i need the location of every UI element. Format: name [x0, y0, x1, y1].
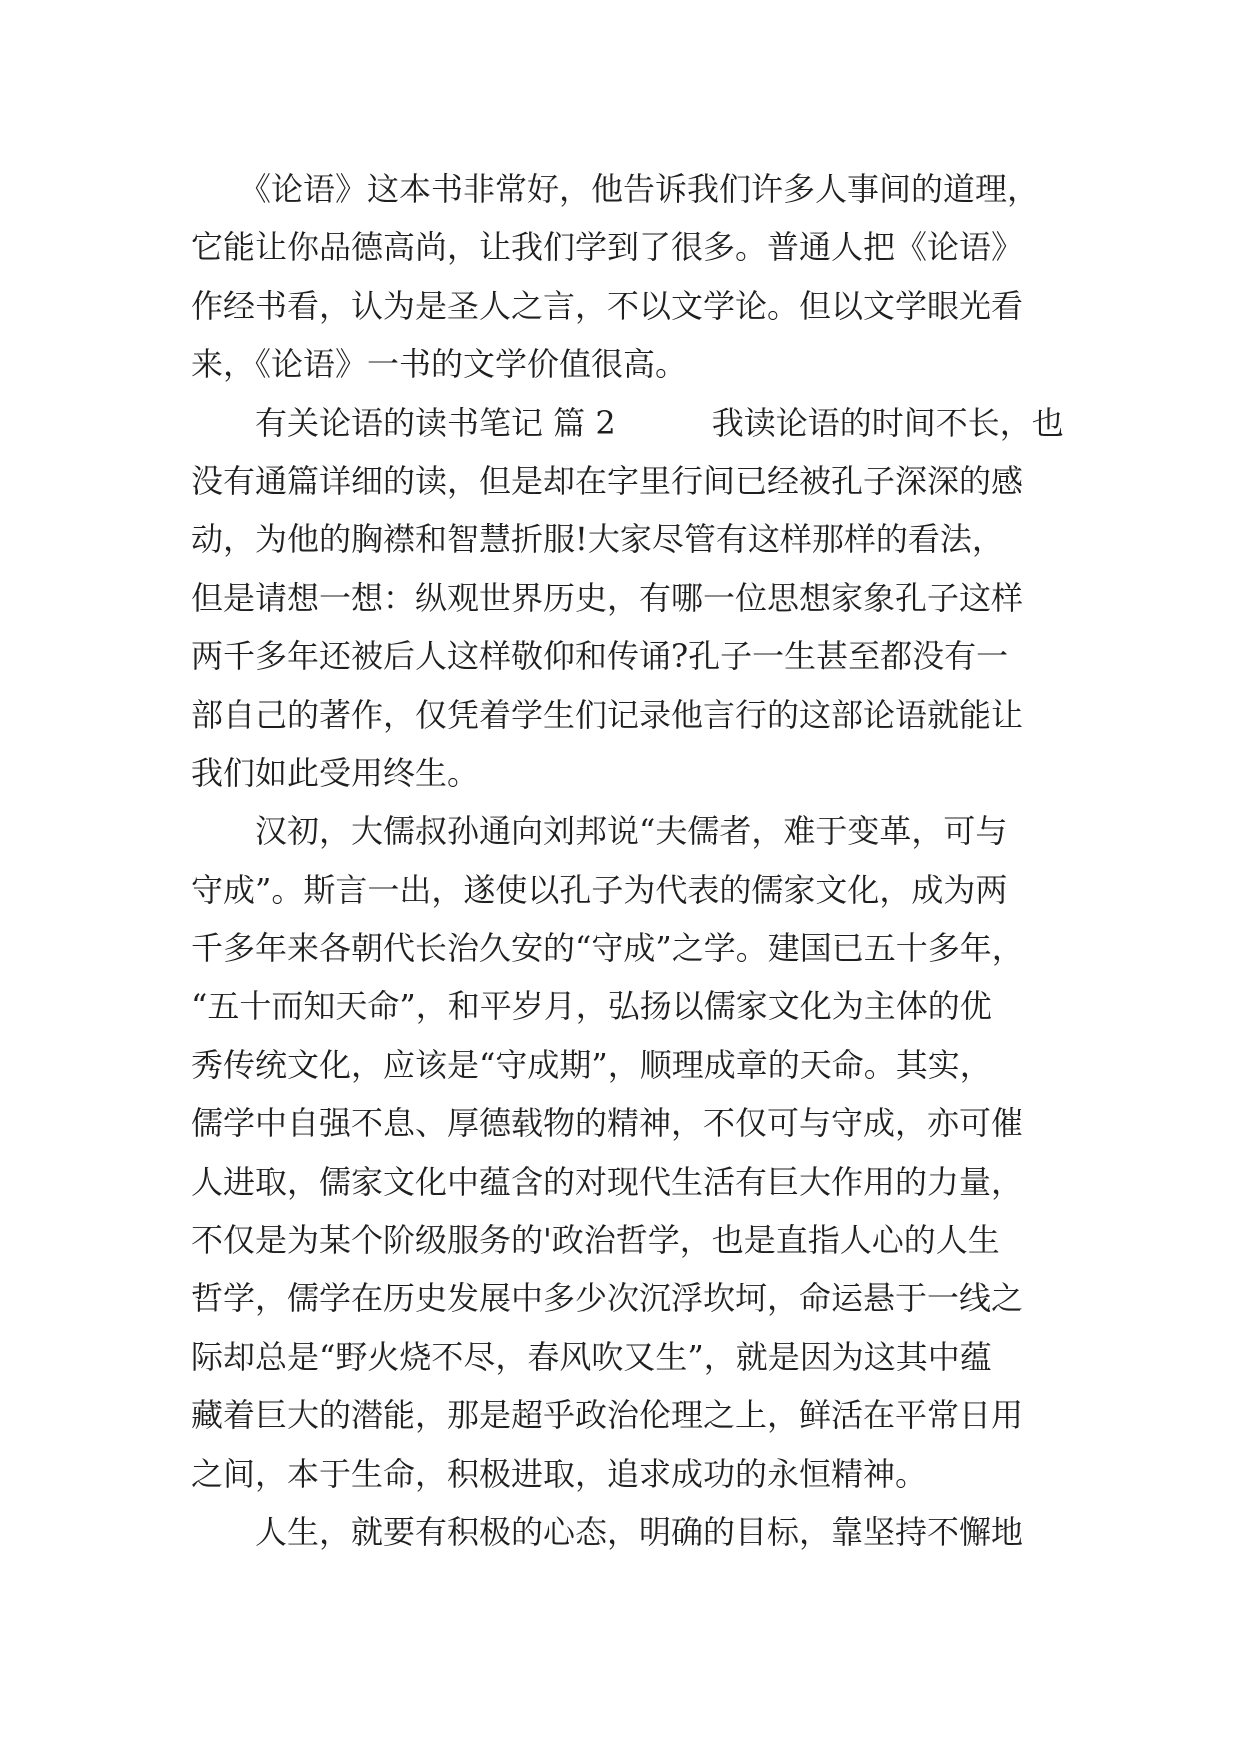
text-line: 动，为他的胸襟和智慧折服!大家尽管有这样那样的看法， — [191, 520, 1004, 559]
text-line: 守成”。斯言一出，遂使以孔子为代表的儒家文化，成为两 — [191, 870, 1008, 909]
text-line: 儒学中自强不息、厚德载物的精神，不仅可与守成，亦可催 — [191, 1104, 1024, 1143]
paragraph-4 — [191, 1503, 1071, 1561]
text-line: 之间，本于生命，积极进取，追求成功的永恒精神。 — [191, 1454, 928, 1493]
text-line: 《论语》这本书非常好，他告诉我们许多人事间的道理， — [191, 170, 1040, 208]
paragraph-3 — [191, 802, 1071, 1503]
text-line: 际却总是“野火烧不尽，春风吹又生”，就是因为这其中蕴 — [191, 1337, 992, 1376]
text-line: 哲学，儒学在历史发展中多少次沉浮坎坷，命运悬于一线之 — [191, 1279, 1024, 1318]
paragraph-1 — [191, 160, 1071, 394]
text-line: 两千多年还被后人这样敬仰和传诵?孔子一生甚至都没有一 — [191, 637, 1009, 676]
text-line: 人生，就要有积极的心态，明确的目标，靠坚持不懈地 — [191, 1512, 1024, 1551]
text-line: “五十而知天命”，和平岁月，弘扬以儒家文化为主体的优 — [191, 987, 992, 1026]
document-body — [191, 160, 1071, 1561]
text-line: 人进取，儒家文化中蕴含的对现代生活有巨大作用的力量， — [191, 1162, 1024, 1201]
text-line: 但是请想一想：纵观世界历史，有哪一位思想家象孔子这样 — [191, 578, 1024, 617]
text-line: 我们如此受用终生。 — [191, 753, 480, 792]
text-line: 不仅是为某个阶级服务的'政治哲学，也是直指人心的人生 — [191, 1221, 1000, 1260]
paragraph-2 — [191, 394, 1071, 803]
text-line: 千多年来各朝代长治久安的“守成”之学。建国已五十多年， — [191, 929, 1024, 968]
text-line: 汉初，大儒叔孙通向刘邦说“夫儒者，难于变革，可与 — [191, 812, 1008, 851]
text-line: 有关论语的读书笔记 篇 2 我读论语的时间不长，也 — [191, 403, 1064, 442]
text-line: 作经书看，认为是圣人之言，不以文学论。但以文学眼光看 — [191, 286, 1024, 325]
text-line: 没有通篇详细的读，但是却在字里行间已经被孔子深深的感 — [191, 461, 1024, 500]
text-line: 来，《论语》一书的文学价值很高。 — [191, 345, 688, 384]
text-line: 秀传统文化，应该是“守成期”，顺理成章的天命。其实， — [191, 1045, 992, 1084]
text-line: 部自己的著作，仅凭着学生们记录他言行的这部论语就能让 — [191, 695, 1024, 734]
text-line: 它能让你品德高尚，让我们学到了很多。普通人把《论语》 — [191, 228, 1024, 267]
text-line: 藏着巨大的潜能，那是超乎政治伦理之上，鲜活在平常日用 — [191, 1396, 1024, 1435]
